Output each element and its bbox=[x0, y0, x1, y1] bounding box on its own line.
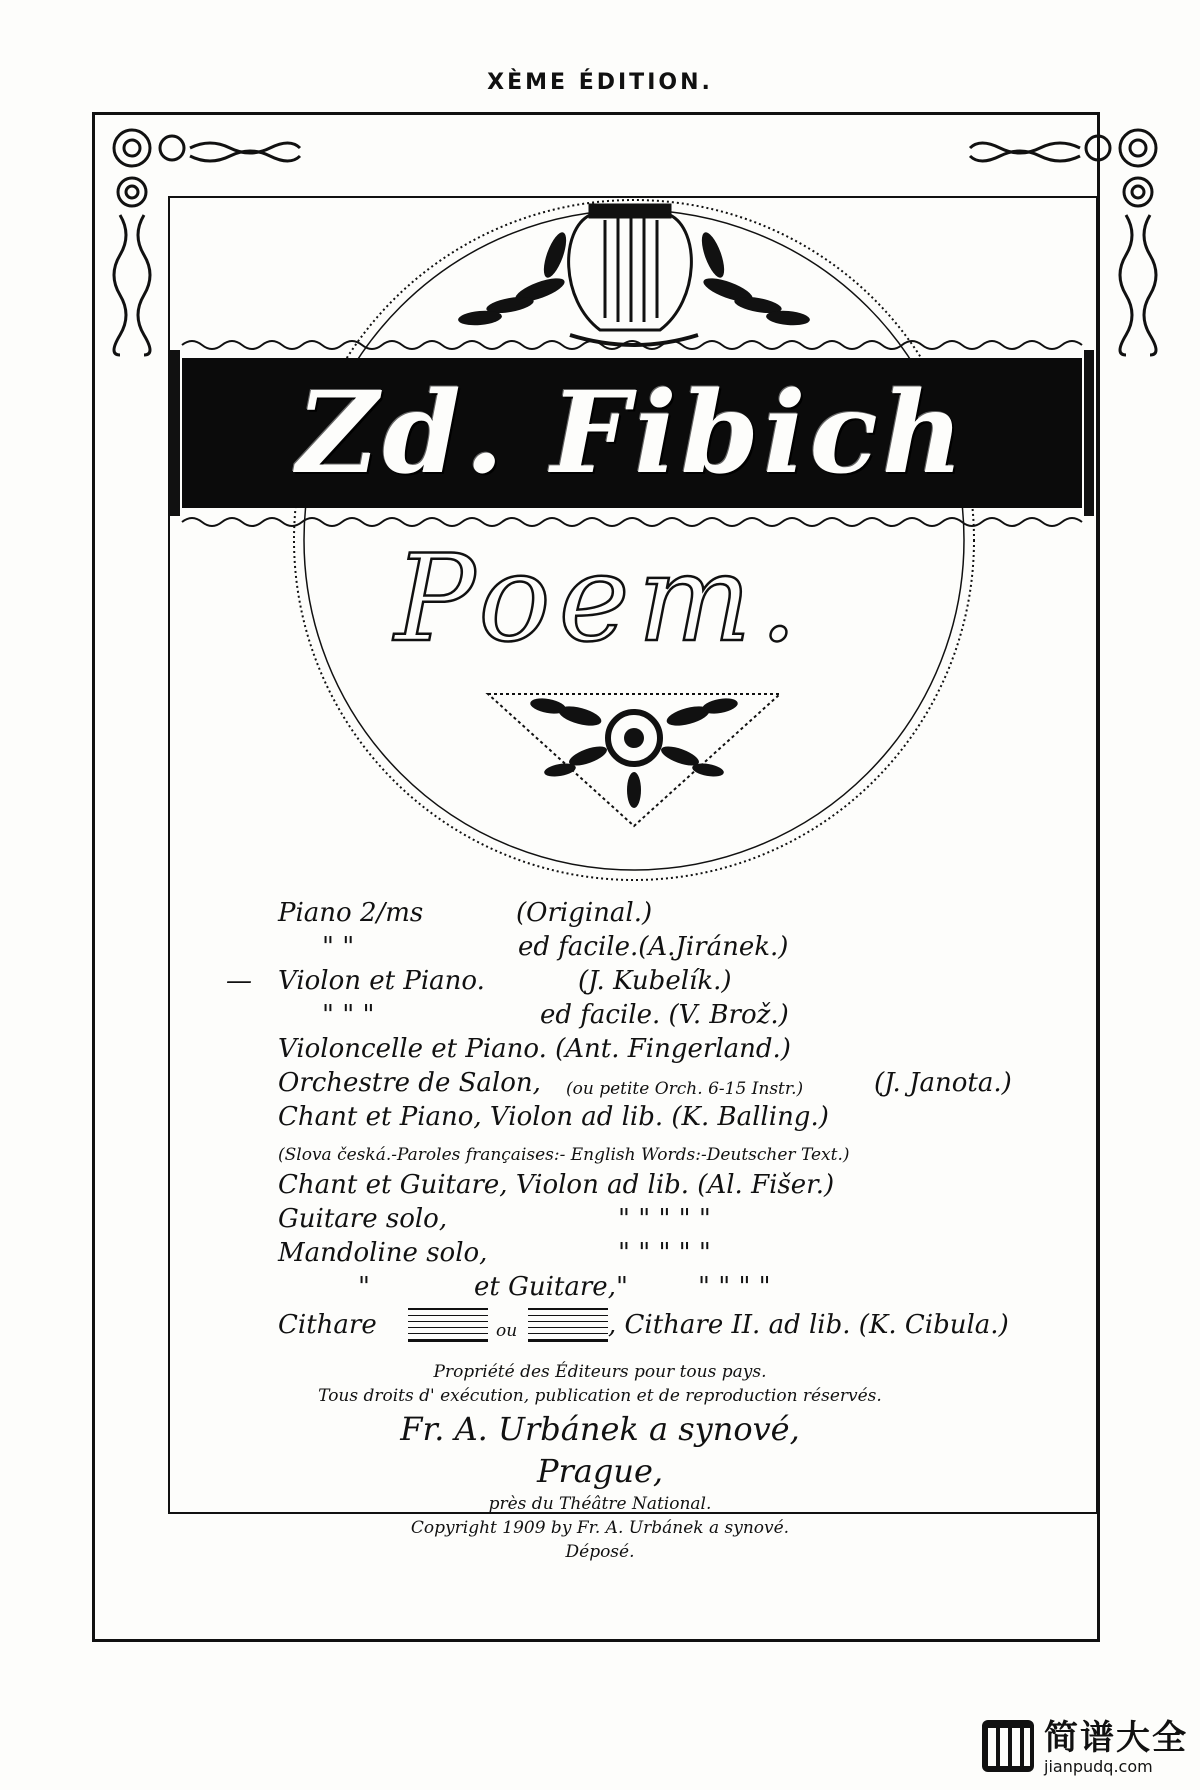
list-item: " et Guitare," " " " " bbox=[358, 1272, 771, 1302]
address: près du Théâtre National. bbox=[488, 1494, 712, 1514]
list-item: Piano 2/ms (Original.) bbox=[278, 898, 653, 928]
rights-line: Propriété des Éditeurs pour tous pays. bbox=[433, 1362, 767, 1382]
composer-name: Zd. Fibich bbox=[296, 367, 968, 499]
list-item: Mandoline solo, " " " " " bbox=[278, 1238, 711, 1268]
lyre-icon bbox=[569, 205, 698, 345]
edition-label: XÈME ÉDITION. bbox=[487, 70, 713, 95]
list-item: " " " ed facile. (V. Brož.) bbox=[322, 1000, 789, 1030]
treble-staff-icon bbox=[528, 1308, 608, 1342]
credits bbox=[0, 1360, 1200, 1564]
list-item: " " ed facile.(A.Jiránek.) bbox=[322, 932, 789, 962]
publisher: Fr. A. Urbánek a synové, bbox=[400, 1410, 800, 1448]
list-item: — Violon et Piano. (J. Kubelík.) bbox=[226, 966, 732, 996]
city: Prague, bbox=[536, 1452, 664, 1490]
bass-staff-icon bbox=[408, 1308, 488, 1342]
rose-ornament-top-left bbox=[114, 130, 300, 355]
composer-banner bbox=[182, 358, 1082, 508]
depose: Déposé. bbox=[565, 1542, 635, 1562]
list-item: Cithare ou , Cithare II. ad lib. (K. Cibula.) bbox=[278, 1310, 1009, 1341]
rose-ornament-top-right bbox=[970, 130, 1156, 355]
site-url: jianpudq.com bbox=[1044, 1757, 1153, 1776]
piano-keys-icon bbox=[980, 1718, 1036, 1774]
copyright: Copyright 1909 by Fr. A. Urbánek a synové. bbox=[410, 1518, 790, 1538]
list-item: Violoncelle et Piano. (Ant. Fingerland.) bbox=[278, 1034, 791, 1064]
list-item: Orchestre de Salon, (ou petite Orch. 6-15 Instr.) (J. Janota.) bbox=[278, 1068, 1012, 1099]
list-item: Chant et Piano, Violon ad lib. (K. Balling.) bbox=[278, 1102, 829, 1132]
list-item: Guitare solo, " " " " " bbox=[278, 1204, 711, 1234]
site-watermark bbox=[980, 1718, 1188, 1776]
arrangement-list bbox=[226, 896, 1078, 1344]
piece-title: Poem. bbox=[394, 530, 806, 669]
triangle-leaf-ornament bbox=[488, 694, 780, 826]
reserved-line: Tous droits d' exécution, publication et de reproduction réservés. bbox=[318, 1386, 882, 1406]
list-item: (Slova česká.-Paroles françaises:- English Words:-Deutscher Text.) bbox=[278, 1145, 850, 1165]
list-item: Chant et Guitare, Violon ad lib. (Al. Fišer.) bbox=[278, 1170, 835, 1200]
site-name: 简谱大全 bbox=[1044, 1718, 1188, 1758]
